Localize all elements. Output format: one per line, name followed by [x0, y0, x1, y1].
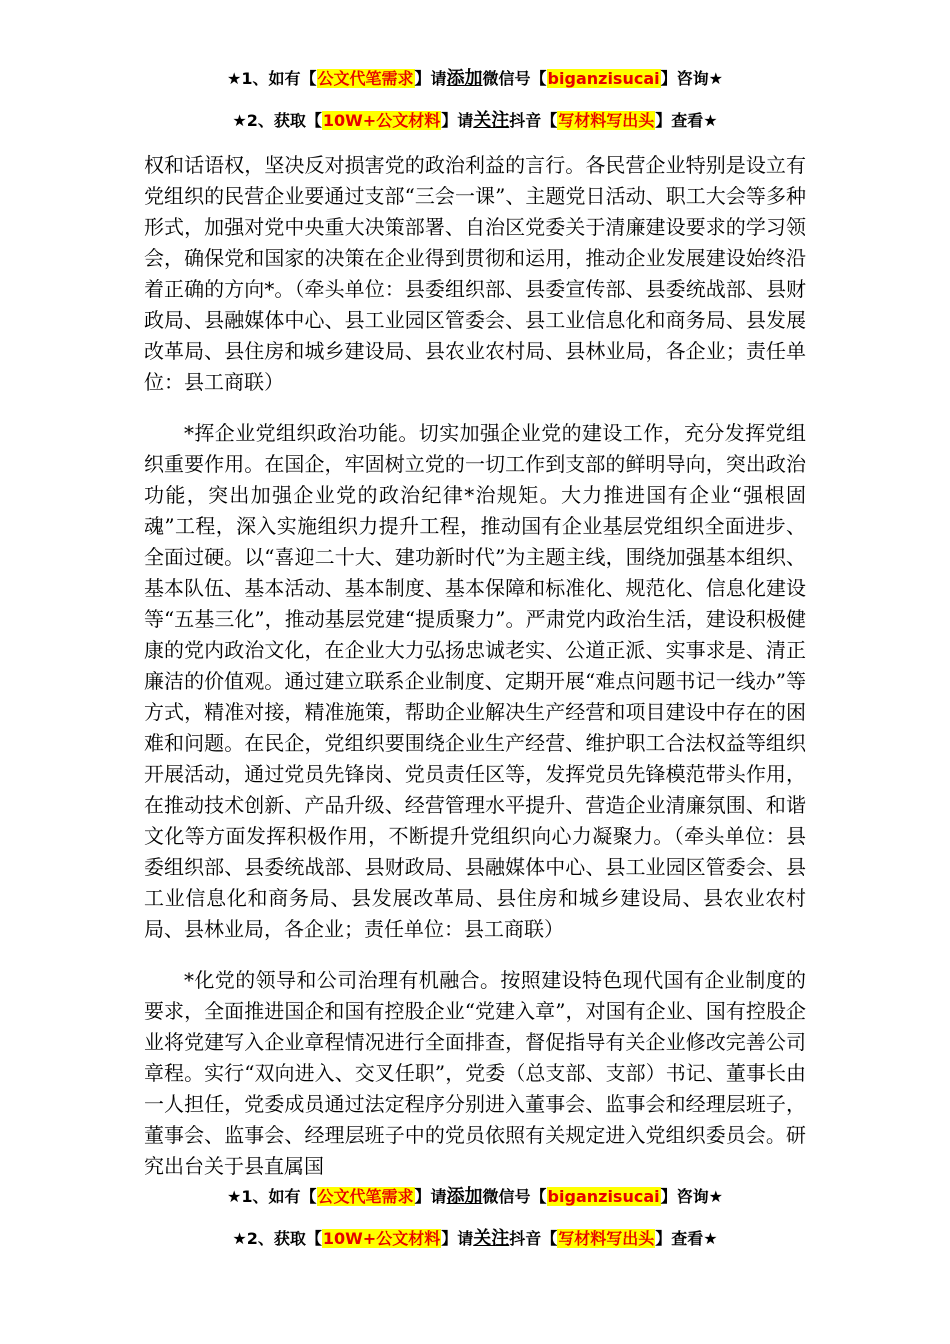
banner-text: 】请: [414, 69, 447, 88]
banner-highlight-douyin-account: 写材料写出头: [558, 111, 655, 130]
banner-emphasis: 关注: [473, 110, 510, 131]
banner-highlight-wechat-id: biganzisucai: [547, 69, 660, 88]
footer-banner-line-1: [0, 1186, 950, 1208]
footer-banner-line-2: [0, 1228, 950, 1250]
banner-highlight-materials: 10W+公文材料: [322, 111, 441, 130]
banner-text: 】请: [414, 1187, 447, 1206]
banner-suffix: 】咨询★: [660, 69, 723, 88]
document-body: [144, 150, 806, 1182]
banner-highlight-materials: 10W+公文材料: [322, 1229, 441, 1248]
banner-text: 微信号【: [482, 1187, 547, 1206]
banner-text: 】请: [441, 1229, 474, 1248]
banner-text: 】请: [441, 111, 474, 130]
banner-highlight-service: 公文代笔需求: [317, 69, 414, 88]
banner-emphasis: 添加: [446, 1186, 483, 1207]
banner-emphasis: 添加: [446, 68, 483, 89]
banner-highlight-wechat-id: biganzisucai: [547, 1187, 660, 1206]
paragraph-spacer: [144, 398, 806, 418]
banner-prefix: ★2、获取【: [232, 1229, 322, 1248]
paragraph-1: 权和话语权，坚决反对损害党的政治利益的言行。各民营企业特别是设立有党组织的民营企业要通过支部“三会一课”、主题党日活动、职工大会等多种形式，加强对党中央重大决策部署、自治区党委关于清廉建设要求的学习领会，确保党和国家的决策在企业得到贯彻和运用，推动企业发展建设始终沿着正确的方向*。（牵头单位：县委组织部、县委宣传部、县委统战部、县财政局、县融媒体中心、县工业园区管委会、县工业信息化和商务局、县发展改革局、县住房和城乡建设局、县农业农村局、县林业局，各企业；责任单位：县工商联）: [144, 153, 806, 394]
banner-text: 抖音【: [509, 1229, 558, 1248]
banner-text: 微信号【: [482, 69, 547, 88]
banner-prefix: ★1、如有【: [227, 1187, 317, 1206]
header-banner-line-2: [0, 110, 950, 132]
paragraph-spacer: [144, 945, 806, 965]
banner-highlight-douyin-account: 写材料写出头: [558, 1229, 655, 1248]
banner-suffix: 】查看★: [655, 1229, 718, 1248]
header-banner-line-1: [0, 68, 950, 90]
banner-prefix: ★2、获取【: [232, 111, 322, 130]
banner-suffix: 】查看★: [655, 111, 718, 130]
banner-emphasis: 关注: [473, 1228, 510, 1249]
banner-text: 抖音【: [509, 111, 558, 130]
banner-highlight-service: 公文代笔需求: [317, 1187, 414, 1206]
banner-suffix: 】咨询★: [660, 1187, 723, 1206]
paragraph-3: *化党的领导和公司治理有机融合。按照建设特色现代国有企业制度的要求，全面推进国企和国有控股企业“党建入章”，对国有企业、国有控股企业将党建写入企业章程情况进行全面排查，督促指导有关企业修改完善公司章程。实行“双向进入、交叉任职”，党委（总支部、支部）书记、董事长由一人担任，党委成员通过法定程序分别进入董事会、监事会和经理层班子，董事会、监事会、经理层班子中的党员依照有关规定进入党组织委员会。研究出台关于县直属国: [144, 968, 806, 1178]
banner-prefix: ★1、如有【: [227, 69, 317, 88]
paragraph-2: *挥企业党组织政治功能。切实加强企业党的建设工作，充分发挥党组织重要作用。在国企，牢固树立党的一切工作到支部的鲜明导向，突出政治功能，突出加强企业党的政治纪律*治规矩。大力推进国有企业“强根固魂”工程，深入实施组织力提升工程，推动国有企业基层党组织全面进步、全面过硬。以“喜迎二十大、建功新时代”为主题主线，围绕加强基本组织、基本队伍、基本活动、基本制度、基本保障和标准化、规范化、信息化建设等“五基三化”，推动基层党建“提质聚力”。严肃党内政治生活，建设积极健康的党内政治文化，在企业大力弘扬忠诚老实、公道正派、实事求是、清正廉洁的价值观。通过建立联系企业制度、定期开展“难点问题书记一线办”等方式，精准对接，精准施策，帮助企业解决生产经营和项目建设中存在的困难和问题。在民企，党组织要围绕企业生产经营、维护职工合法权益等组织开展活动，通过党员先锋岗、党员责任区等，发挥党员先锋模范带头作用，在推动技术创新、产品升级、经营管理水平提升、营造企业清廉氛围、和谐文化等方面发挥积极作用，不断提升党组织向心力凝聚力。（牵头单位：县委组织部、县委统战部、县财政局、县融媒体中心、县工业园区管委会、县工业信息化和商务局、县发展改革局、县住房和城乡建设局、县农业农村局、县林业局，各企业；责任单位：县工商联）: [144, 421, 806, 941]
